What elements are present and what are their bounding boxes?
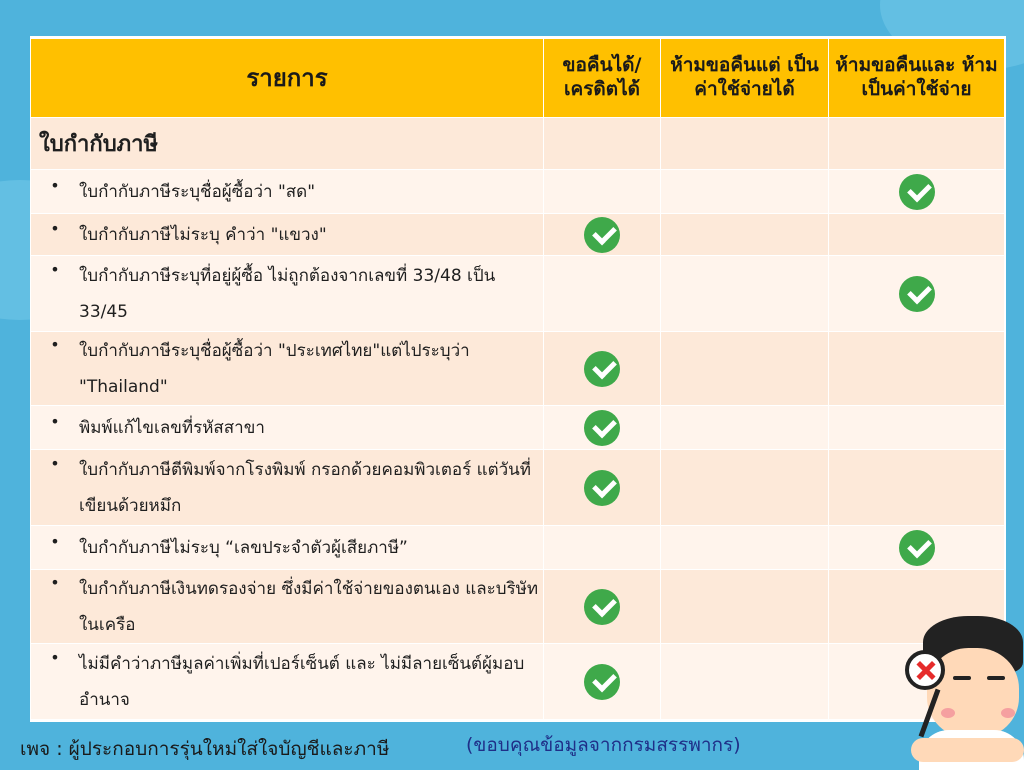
section-cell (31, 118, 544, 170)
mark-cell (829, 450, 1005, 526)
check-circle-icon (584, 351, 620, 387)
invoice-table (30, 38, 1005, 720)
bullet: • (50, 531, 60, 551)
mark-cell (544, 406, 661, 450)
check-circle-icon (584, 664, 620, 700)
mark-cell (661, 644, 829, 720)
table-row (31, 170, 1005, 214)
table-row (31, 570, 1005, 644)
mark-cell (544, 570, 661, 644)
empty-cell (544, 118, 661, 170)
table-row (31, 644, 1005, 720)
item-text: ใบกำกับภาษีระบุที่อยู่ผู้ซื้อ ไม่ถูกต้องจากเลขที่ 33/48 เป็น 33/45 (79, 265, 496, 322)
header-not-allowed: ห้ามขอคืนและ ห้ามเป็นค่าใช้จ่าย (829, 39, 1005, 118)
header-row (31, 39, 1005, 118)
item-cell (31, 406, 544, 450)
mark-cell (829, 256, 1005, 332)
mark-cell (544, 214, 661, 256)
x-sign-icon (905, 650, 945, 690)
table-row (31, 256, 1005, 332)
cartoon-character (905, 612, 1024, 768)
mark-cell (661, 570, 829, 644)
section-title: ใบกำกับภาษี (39, 132, 159, 157)
footer-credit: (ขอบคุณข้อมูลจากกรมสรรพากร) (466, 734, 741, 756)
item-cell (31, 644, 544, 720)
mark-cell (544, 526, 661, 570)
check-circle-icon (899, 530, 935, 566)
check-circle-icon (584, 410, 620, 446)
bullet: • (50, 218, 60, 238)
section-row (31, 118, 1005, 170)
table-row (31, 450, 1005, 526)
item-cell (31, 526, 544, 570)
mark-cell (544, 644, 661, 720)
mark-cell (829, 214, 1005, 256)
check-circle-icon (899, 174, 935, 210)
item-text: ไม่มีคำว่าภาษีมูลค่าเพิ่มที่เปอร์เซ็นต์ และ ไม่มีลายเซ็นต์ผู้มอบอำนาจ (79, 653, 525, 710)
item-text: ใบกำกับภาษีระบุชื่อผู้ซื้อว่า "ประเทศไทย"แต่ไประบุว่า "Thailand" (79, 340, 470, 397)
table-row (31, 332, 1005, 406)
item-cell (31, 332, 544, 406)
item-text: พิมพ์แก้ไขเลขที่รหัสสาขา (79, 417, 265, 438)
mark-cell (661, 214, 829, 256)
mark-cell (829, 170, 1005, 214)
item-text: ใบกำกับภาษีตีพิมพ์จากโรงพิมพ์ กรอกด้วยคอมพิวเตอร์ แต่วันที่เขียนด้วยหมึก (79, 459, 531, 516)
bullet: • (50, 411, 60, 431)
mark-cell (544, 170, 661, 214)
character-arms (911, 738, 1024, 762)
bullet: • (50, 334, 60, 354)
table-row (31, 526, 1005, 570)
mark-cell (661, 170, 829, 214)
bullet: • (50, 175, 60, 195)
character-cheek (1001, 708, 1015, 718)
character-eye (953, 676, 971, 680)
item-cell (31, 570, 544, 644)
item-cell (31, 170, 544, 214)
empty-cell (661, 118, 829, 170)
item-cell (31, 256, 544, 332)
mark-cell (544, 450, 661, 526)
mark-cell (661, 332, 829, 406)
header-expense-only: ห้ามขอคืนแต่ เป็นค่าใช้จ่ายได้ (661, 39, 829, 118)
mark-cell (544, 332, 661, 406)
character-cheek (941, 708, 955, 718)
item-text: ใบกำกับภาษีไม่ระบุ คำว่า "แขวง" (79, 224, 327, 245)
table-row (31, 214, 1005, 256)
table-row (31, 406, 1005, 450)
header-items: รายการ (31, 39, 544, 118)
mark-cell (661, 450, 829, 526)
item-text: ใบกำกับภาษีไม่ระบุ “เลขประจำตัวผู้เสียภาษี” (79, 537, 408, 558)
footer-page-name: เพจ : ผู้ประกอบการรุ่นใหม่ใส่ใจบัญชีและภาษี (20, 738, 390, 760)
item-cell (31, 450, 544, 526)
item-cell (31, 214, 544, 256)
item-text: ใบกำกับภาษีระบุชื่อผู้ซื้อว่า "สด" (79, 181, 316, 202)
bullet: • (50, 453, 60, 473)
header-refundable: ขอคืนได้/ เครดิตได้ (544, 39, 661, 118)
bullet: • (50, 647, 60, 667)
mark-cell (661, 256, 829, 332)
check-circle-icon (584, 470, 620, 506)
item-text: ใบกำกับภาษีเงินทดรองจ่าย ซึ่งมีค่าใช้จ่ายของตนเอง และบริษัทในเครือ (79, 578, 539, 635)
check-circle-icon (899, 276, 935, 312)
bullet: • (50, 259, 60, 279)
check-circle-icon (584, 217, 620, 253)
check-circle-icon (584, 589, 620, 625)
empty-cell (829, 118, 1005, 170)
mark-cell (829, 526, 1005, 570)
mark-cell (829, 332, 1005, 406)
mark-cell (661, 526, 829, 570)
bullet: • (50, 572, 60, 592)
mark-cell (661, 406, 829, 450)
mark-cell (544, 256, 661, 332)
mark-cell (829, 406, 1005, 450)
character-eye (987, 676, 1005, 680)
